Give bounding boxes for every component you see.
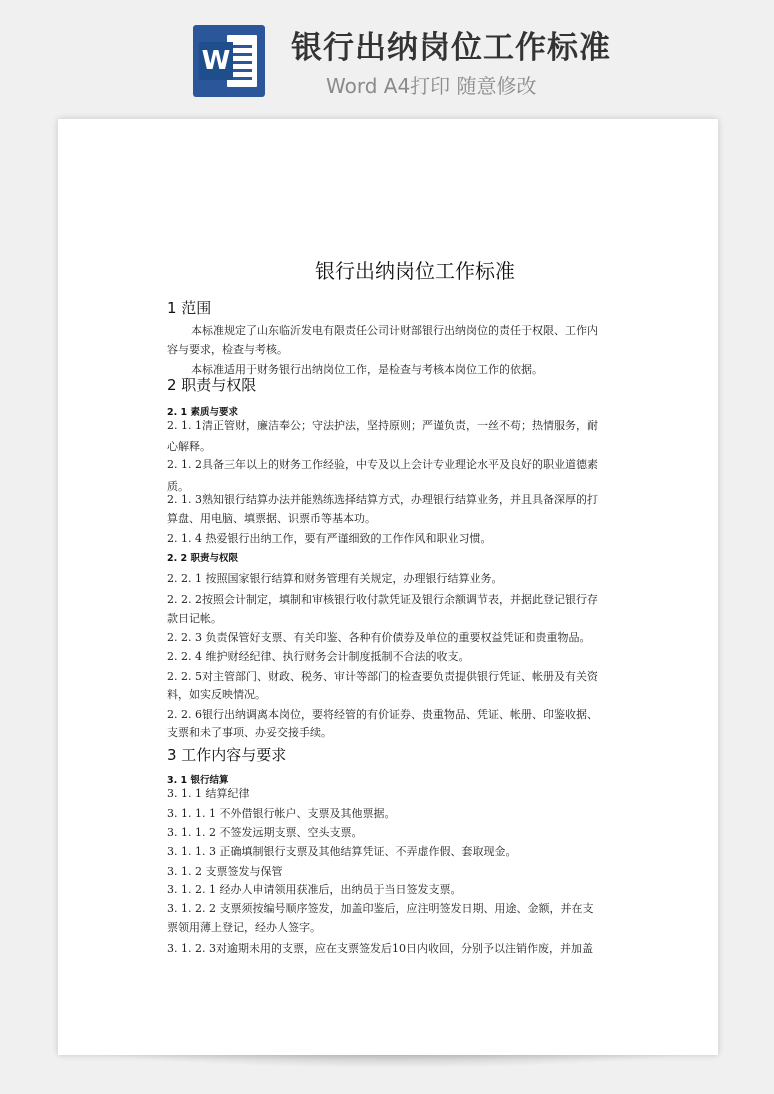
paragraph-line: 3. 1. 1. 2 不签发远期支票、空头支票。 (167, 826, 363, 839)
paragraph-line: 2. 1. 4 热爱银行出纳工作，要有严谨细致的工作作风和职业习惯。 (167, 532, 492, 545)
paragraph-line: 2. 1. 3熟知银行结算办法并能熟练选择结算方式，办理银行结算业务，并且具备深厚的打 (167, 493, 598, 506)
paragraph-line: 2. 1. 2具备三年以上的财务工作经验，中专及以上会计专业理论水平及良好的职业道德素 (167, 458, 598, 471)
paragraph-line: 2. 2. 6银行出纳调离本岗位，要将经管的有价证券、贵重物品、凭证、帐册、印鉴收据、 (167, 708, 598, 721)
paragraph-line: 料，如实反映情况。 (167, 688, 266, 701)
paragraph-line: 3. 1. 1. 3 正确填制银行支票及其他结算凭证、不弄虚作假、套取现金。 (167, 845, 517, 858)
paragraph-line: 票领用薄上登记，经办人签字。 (167, 921, 321, 934)
paragraph-line: 容与要求，检查与考核。 (167, 343, 288, 356)
section-heading: 2 职责与权限 (167, 376, 257, 394)
paragraph-line: 3. 1. 2 支票签发与保管 (167, 865, 283, 878)
paragraph-line: 款日记帐。 (167, 612, 222, 625)
paragraph-line: 2. 2. 3 负责保管好支票、有关印鉴、各种有价债券及单位的重要权益凭证和贵重物品。 (167, 631, 591, 644)
paragraph-line: 3. 1. 1 结算纪律 (167, 787, 250, 800)
paragraph-line: 3. 1. 2. 1 经办人申请领用获准后，出纳员于当日签发支票。 (167, 883, 462, 896)
paragraph-line: 2. 2. 4 维护财经纪律、执行财务会计制度抵制不合法的收支。 (167, 650, 470, 663)
page-header (0, 0, 774, 112)
subsection-heading: 2. 2 职责与权限 (167, 553, 238, 564)
paragraph-line: 3. 1. 2. 2 支票须按编号顺序签发，加盖印鉴后，应注明签发日期、用途、金额，并在支 (167, 902, 594, 915)
paragraph-line: 本标准规定了山东临沂发电有限责任公司计财部银行出纳岗位的责任于权限、工作内 (191, 324, 598, 337)
paragraph-line: 算盘、用电脑、填票据、识票币等基本功。 (167, 512, 376, 525)
paragraph-line: 支票和未了事项、办妥交接手续。 (167, 726, 332, 739)
paragraph-line: 2. 2. 5对主管部门、财政、税务、审计等部门的检查要负责提供银行凭证、帐册及有关资 (167, 670, 598, 683)
paragraph-line: 2. 2. 1 按照国家银行结算和财务管理有关规定，办理银行结算业务。 (167, 572, 503, 585)
word-document-icon (193, 25, 265, 97)
subsection-heading: 2. 1 素质与要求 (167, 407, 238, 418)
paragraph-line: 3. 1. 1. 1 不外借银行帐户、支票及其他票据。 (167, 807, 396, 820)
section-heading: 3 工作内容与要求 (167, 746, 287, 764)
paragraph-line: 2. 1. 1清正管财，廉洁奉公；守法护法，坚持原则；严谨负责，一丝不苟；热情服务，耐 (167, 419, 598, 432)
document-title: 银行出纳岗位工作标准 (315, 259, 515, 283)
section-heading: 1 范围 (167, 299, 212, 317)
document-page (58, 119, 718, 1055)
header-title: 银行出纳岗位工作标准 (291, 30, 611, 66)
subsection-heading: 3. 1 银行结算 (167, 775, 229, 786)
paragraph-line: 本标准适用于财务银行出纳岗位工作，是检查与考核本岗位工作的依据。 (191, 363, 543, 376)
paragraph-line: 2. 2. 2按照会计制定，填制和审核银行收付款凭证及银行余额调节表，并据此登记银行存 (167, 593, 598, 606)
header-subtitle: Word A4打印 随意修改 (326, 74, 537, 98)
paragraph-line: 心解释。 (167, 440, 211, 453)
paragraph-line: 质。 (167, 480, 189, 493)
word-letter: W (199, 42, 233, 80)
paragraph-line: 3. 1. 2. 3对逾期未用的支票，应在支票签发后10日内收回，分别予以注销作废，并加盖 (167, 942, 593, 955)
